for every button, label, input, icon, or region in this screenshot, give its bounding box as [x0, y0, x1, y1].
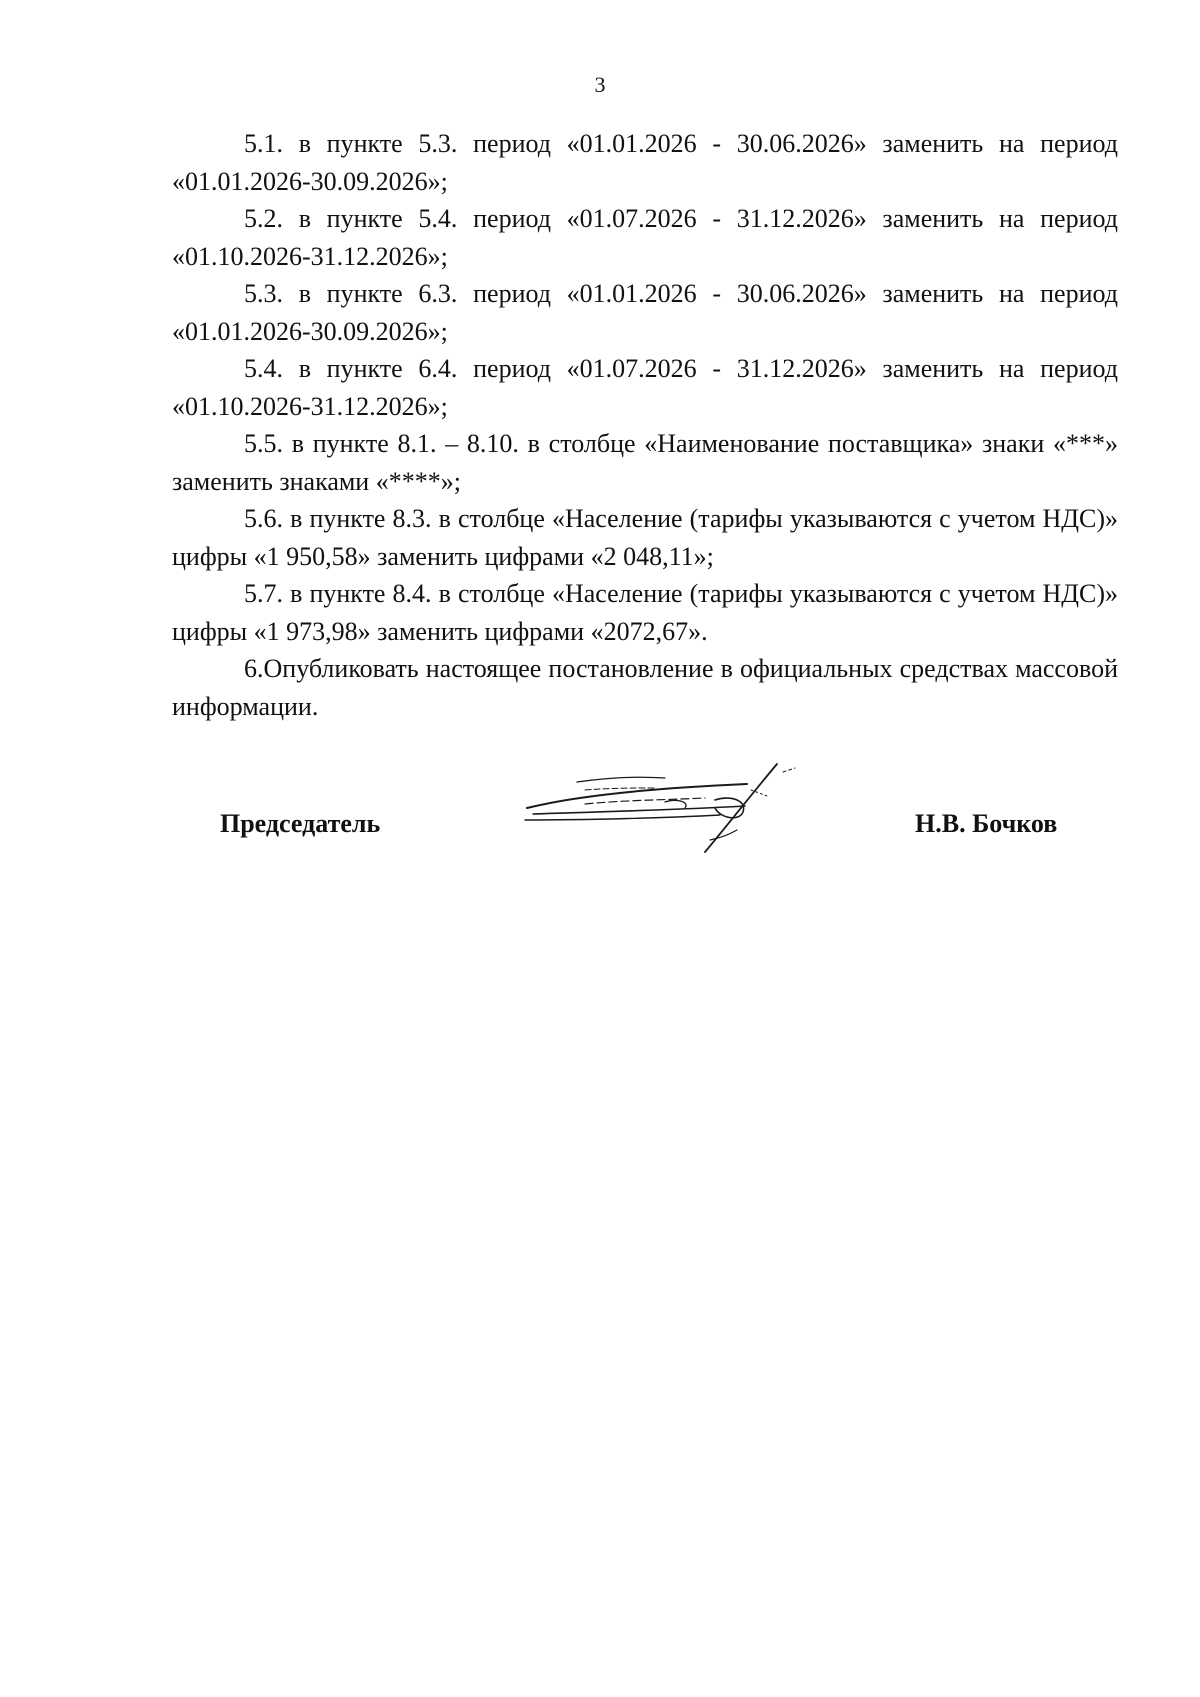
- page-number: 3: [594, 72, 606, 97]
- document-body: [172, 125, 1118, 725]
- paragraph-5-7: 5.7. в пункте 8.4. в столбце «Население (тарифы указываются с учетом НДС)» цифры «1 973,98» заменить цифрами «2072,67».: [172, 579, 1118, 646]
- paragraph-5-2: 5.2. в пункте 5.4. период «01.07.2026 - 31.12.2026» заменить на период «01.10.2026-31.12.2026»;: [172, 204, 1118, 271]
- handwritten-signature: [515, 760, 815, 870]
- signatory-position: Председатель: [220, 809, 381, 838]
- paragraph-5-6: 5.6. в пункте 8.3. в столбце «Население (тарифы указываются с учетом НДС)» цифры «1 950,58» заменить цифрами «2 048,11»;: [172, 504, 1118, 571]
- paragraph-5-4: 5.4. в пункте 6.4. период «01.07.2026 - 31.12.2026» заменить на период «01.10.2026-31.12.2026»;: [172, 354, 1118, 421]
- paragraph-6: 6.Опубликовать настоящее постановление в официальных средствах массовой информации.: [172, 654, 1118, 721]
- paragraph-5-5: 5.5. в пункте 8.1. – 8.10. в столбце «Наименование поставщика» знаки «***» заменить знаками «****»;: [172, 429, 1118, 496]
- paragraph-5-1: 5.1. в пункте 5.3. период «01.01.2026 - 30.06.2026» заменить на период «01.01.2026-30.09.2026»;: [172, 129, 1118, 196]
- signature-block: [0, 760, 1200, 870]
- signatory-name: Н.В. Бочков: [915, 809, 1058, 838]
- paragraph-5-3: 5.3. в пункте 6.3. период «01.01.2026 - 30.06.2026» заменить на период «01.01.2026-30.09.2026»;: [172, 279, 1118, 346]
